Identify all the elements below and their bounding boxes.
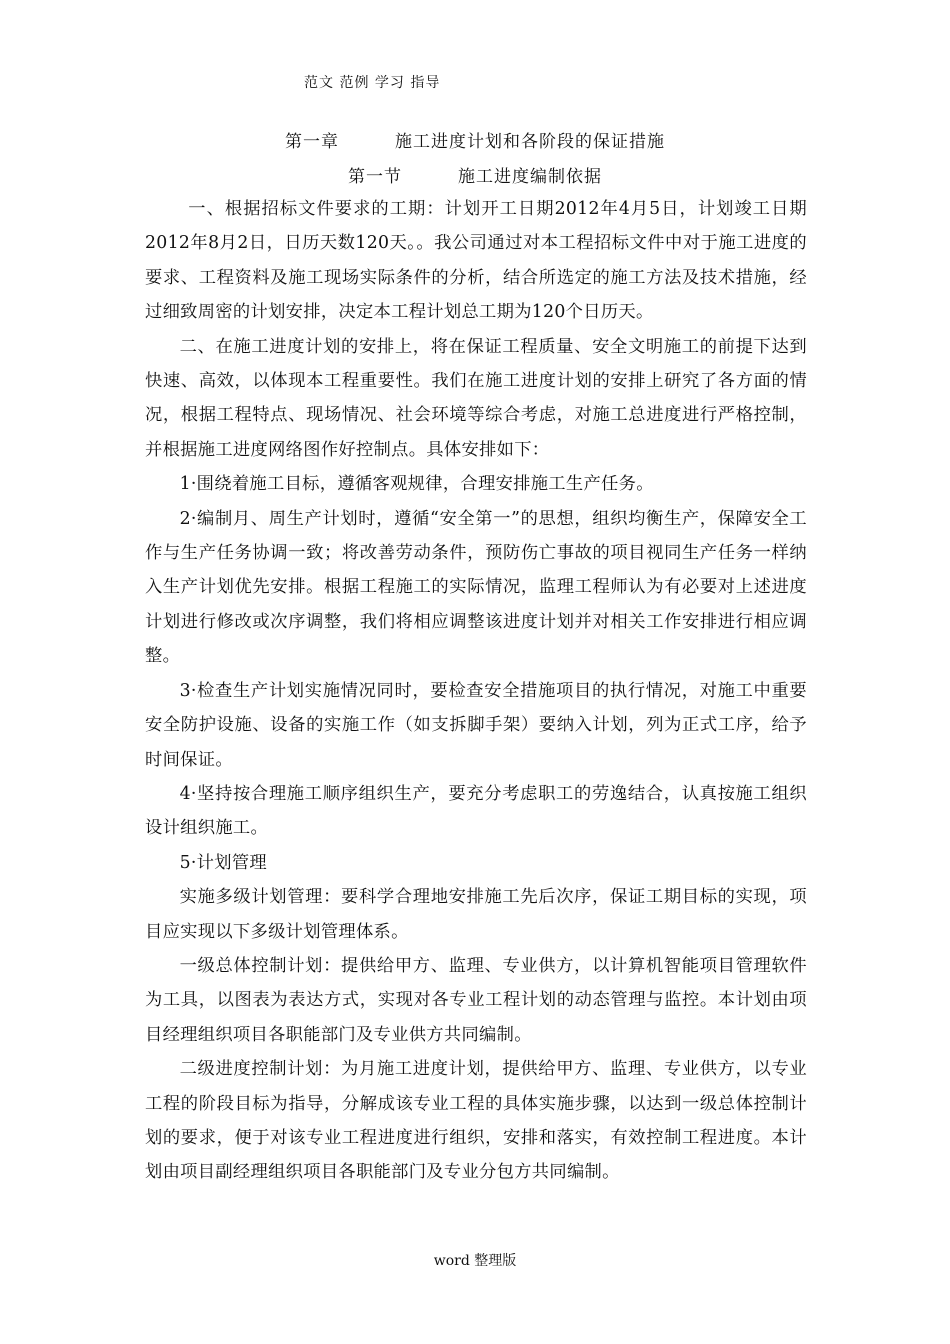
paragraph-10: 二级进度控制计划：为月施工进度计划，提供给甲方、监理、专业供方，以专业工程的阶段目标为指导，分解成该专业工程的具体实施步骤，以达到一级总体控制计划的要求，便于对该专业工程进度进行组织，安排和落实，有效控制工程进度。本计划由项目副经理组织项目各职能部门及专业分包方共同编制。 <box>145 1059 807 1183</box>
paragraph-5: 3·检查生产计划实施情况同时，要检查安全措施项目的执行情况，对施工中重要安全防护设施、设备的实施工作（如支拆脚手架）要纳入计划，列为正式工序，给予时间保证。 <box>145 680 807 770</box>
paragraph-7: 5·计划管理 <box>179 852 268 873</box>
chapter-title: 施工进度计划和各阶段的保证措施 <box>395 132 665 152</box>
paragraph-9: 一级总体控制计划：提供给甲方、监理、专业供方，以计算机智能项目管理软件为工具，以图表为表达方式，实现对各专业工程计划的动态管理与监控。本计划由项目经理组织项目各职能部门及专业供方共同编制。 <box>145 955 807 1045</box>
paragraph-8: 实施多级计划管理：要科学合理地安排施工先后次序，保证工期目标的实现，项目应实现以下多级计划管理体系。 <box>145 887 807 942</box>
section-heading <box>0 162 950 187</box>
page-footer: word 整理版 <box>433 1253 517 1269</box>
chapter-label: 第一章 <box>285 132 339 152</box>
page-header: 范文 范例 学习 指导 <box>304 75 441 91</box>
paragraph-3: 1·围绕着施工目标，遵循客观规律，合理安排施工生产任务。 <box>179 474 654 495</box>
paragraph-4: 2·编制月、周生产计划时，遵循“安全第一”的思想，组织均衡生产，保障安全工作与生产任务协调一致；将改善劳动条件，预防伤亡事故的项目视同生产任务一样纳入生产计划优先安排。根据工程施工的实际情况，监理工程师认为有必要对上述进度计划进行修改或次序调整，我们将相应调整该进度计划并对相关工作安排进行相应调整。 <box>145 508 807 667</box>
paragraph-2: 二、在施工进度计划的安排上，将在保证工程质量、安全文明施工的前提下达到快速、高效，以体现本工程重要性。我们在施工进度计划的安排上研究了各方面的情况，根据工程特点、现场情况、社会环境等综合考虑，对施工总进度进行严格控制，并根据施工进度网络图作好控制点。具体安排如下： <box>145 336 807 460</box>
section-label: 第一节 <box>348 167 402 187</box>
section-title: 施工进度编制依据 <box>458 167 602 187</box>
paragraph-1: 一、根据招标文件要求的工期：计划开工日期2012年4月5日，计划竣工日期2012年8月2日，日历天数120天。。我公司通过对本工程招标文件中对于施工进度的要求、工程资料及施工现场实际条件的分析，结合所选定的施工方法及技术措施，经过细致周密的计划安排，决定本工程计划总工期为120个日历天。 <box>145 199 807 323</box>
paragraph-6: 4·坚持按合理施工顺序组织生产，要充分考虑职工的劳逸结合，认真按施工组织设计组织施工。 <box>145 783 807 839</box>
document-body <box>145 192 807 1190</box>
chapter-heading <box>0 127 950 152</box>
